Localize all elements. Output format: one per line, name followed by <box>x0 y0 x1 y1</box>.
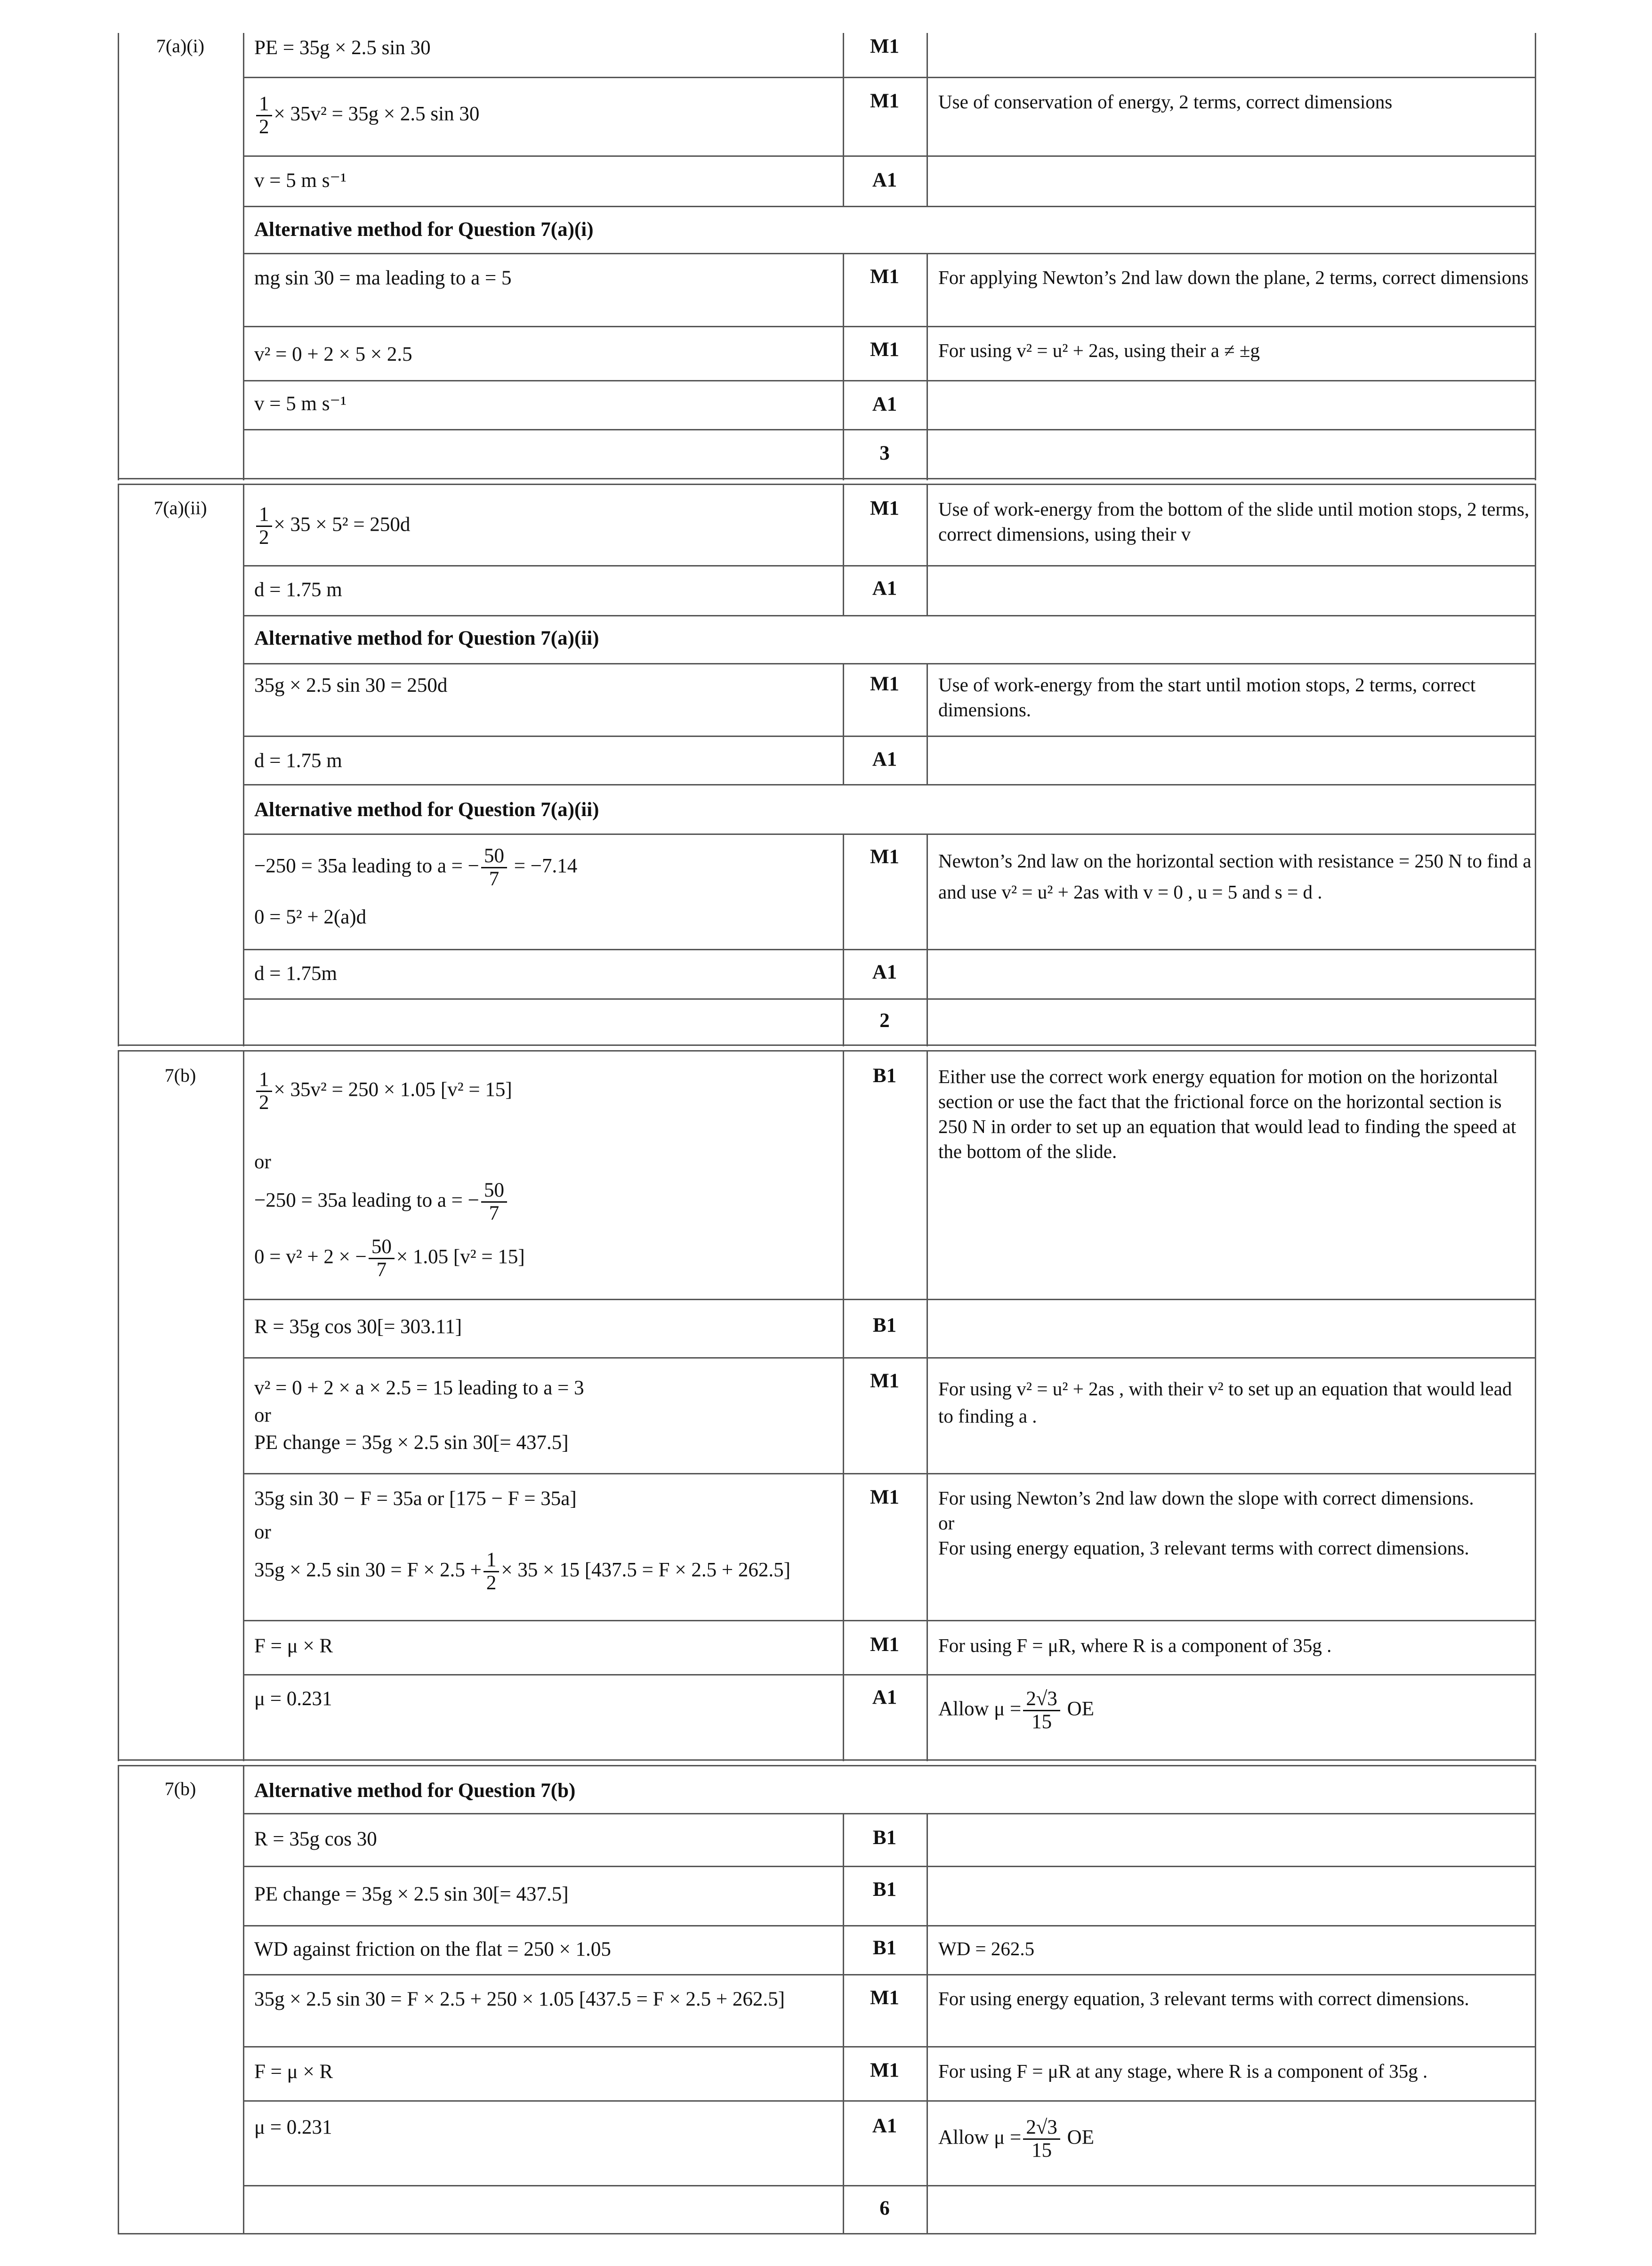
mark: M1 <box>870 846 900 868</box>
guidance-text: For using Newton’s 2nd law down the slope with correct dimensions. or For using energy equation, 3 relevant terms with correct dimensions. <box>938 1487 1474 1559</box>
answer-text: 0 = 5² + 2(a)d <box>254 906 367 928</box>
mark: A1 <box>872 748 897 770</box>
guidance-text: Use of work-energy from the start until motion stops, 2 terms, correct dimensions. <box>938 674 1476 720</box>
mark: B1 <box>872 1937 897 1959</box>
or-text: or <box>254 1151 271 1173</box>
mark: M1 <box>870 339 900 361</box>
guidance-text: Allow μ = $\frac{2√3}{15}$ OE <box>938 2116 1094 2161</box>
answer-text: mg sin 30 = ma leading to a = 5 <box>254 267 512 289</box>
answer-text: $\frac{1}{2}$ × 35v² = 250 × 1.05 [v² = 15] <box>254 1069 512 1114</box>
mark: B1 <box>872 1878 897 1901</box>
answer-text: v = 5 m s⁻¹ <box>254 170 347 192</box>
guidance-text: WD = 262.5 <box>938 1938 1035 1959</box>
fraction-fifty-sevenths: $\frac{50}{7}$ <box>481 845 507 890</box>
mark: A1 <box>872 961 897 983</box>
answer-text: μ = 0.231 <box>254 1688 332 1710</box>
mark: M1 <box>870 1486 900 1508</box>
guidance-text: Newton’s 2nd law on the horizontal section with resistance = 250 N to find a and use v² = u² + 2as with v = 0 , u = 5 and s = d . <box>938 850 1531 903</box>
mark: M1 <box>870 1987 900 2009</box>
mark: A1 <box>872 1686 897 1708</box>
guidance-text: For using F = μR, where R is a component of 35g . <box>938 1635 1332 1656</box>
fraction-half: $\frac{1}{2}$ <box>256 93 272 138</box>
alternative-method-heading: Alternative method for Question 7(b) <box>254 1780 576 1802</box>
mark: A1 <box>872 2115 897 2137</box>
guidance-text: For using energy equation, 3 relevant terms with correct dimensions. <box>938 1988 1469 2009</box>
mark: M1 <box>870 266 900 288</box>
mark: M1 <box>870 1634 900 1656</box>
mark: B1 <box>872 1065 897 1087</box>
guidance-text: For applying Newton’s 2nd law down the plane, 2 terms, correct dimensions <box>938 267 1529 288</box>
answer-text: d = 1.75m <box>254 963 337 985</box>
answer-text: 0 = v² + 2 × − $\frac{50}{7}$ × 1.05 [v² = 15] <box>254 1236 525 1281</box>
answer-text: d = 1.75 m <box>254 579 342 601</box>
mark: M1 <box>870 2059 900 2081</box>
mark: M1 <box>870 90 900 112</box>
total-marks: 3 <box>879 442 890 464</box>
fraction-half: $\frac{1}{2}$ <box>256 504 272 549</box>
answer-text: 35g sin 30 − F = 35a or [175 − F = 35a] <box>254 1488 577 1510</box>
answer-text: d = 1.75 m <box>254 750 342 772</box>
answer-text: −250 = 35a leading to a = − $\frac{50}{7}$ = −7.14 <box>254 845 578 890</box>
answer-text: v² = 0 + 2 × a × 2.5 = 15 leading to a = 3 <box>254 1377 584 1399</box>
answer-text: v = 5 m s⁻¹ <box>254 393 347 415</box>
mark: A1 <box>872 577 897 599</box>
answer-text: PE = 35g × 2.5 sin 30 <box>254 37 431 59</box>
mark: B1 <box>872 1314 897 1336</box>
answer-text: $\frac{1}{2}$ × 35v² = 35g × 2.5 sin 30 <box>254 93 479 138</box>
answer-text: 35g × 2.5 sin 30 = 250d <box>254 674 448 696</box>
alternative-method-heading: Alternative method for Question 7(a)(ii) <box>254 799 599 821</box>
mark: B1 <box>872 1827 897 1849</box>
mark: A1 <box>872 169 897 191</box>
fraction-fifty-sevenths: $\frac{50}{7}$ <box>481 1180 507 1224</box>
total-marks: 2 <box>879 1010 890 1032</box>
question-label: 7(a)(ii) <box>153 497 207 518</box>
answer-text: 35g × 2.5 sin 30 = F × 2.5 + 250 × 1.05 [437.5 = F × 2.5 + 262.5] <box>254 1988 785 2010</box>
question-label: 7(b) <box>164 1065 196 1086</box>
alternative-method-heading: Alternative method for Question 7(a)(i) <box>254 219 594 241</box>
guidance-text: For using v² = u² + 2as, using their a ≠ ±g <box>938 340 1260 361</box>
fraction-half: $\frac{1}{2}$ <box>484 1549 500 1594</box>
answer-text: 35g × 2.5 sin 30 = F × 2.5 + $\frac{1}{2}$ × 35 × 15 [437.5 = F × 2.5 + 262.5] <box>254 1549 790 1594</box>
answer-text: $\frac{1}{2}$ × 35 × 5² = 250d <box>254 504 410 549</box>
guidance-text: Either use the correct work energy equation for motion on the horizontal section or use the fact that the frictional force on the horizontal section is 250 N in order to set up an equation that would lead to finding the speed at the bottom of the slide. <box>938 1066 1516 1162</box>
mark: M1 <box>870 35 900 57</box>
answer-text: μ = 0.231 <box>254 2116 332 2138</box>
or-text: or <box>254 1521 271 1543</box>
answer-text: R = 35g cos 30 <box>254 1828 377 1850</box>
fraction-half: $\frac{1}{2}$ <box>256 1069 272 1114</box>
guidance-text: Use of work-energy from the bottom of the slide until motion stops, 2 terms, correct dimensions, using their v <box>938 498 1530 545</box>
total-marks: 6 <box>879 2197 890 2219</box>
or-text: or <box>254 1404 271 1426</box>
guidance-text: Use of conservation of energy, 2 terms, correct dimensions <box>938 91 1393 113</box>
answer-text: v² = 0 + 2 × 5 × 2.5 <box>254 343 412 365</box>
mark: M1 <box>870 673 900 695</box>
question-label: 7(b) <box>164 1778 196 1799</box>
guidance-text: Allow μ = $\frac{2√3}{15}$ OE <box>938 1688 1094 1733</box>
question-label: 7(a)(i) <box>156 35 205 57</box>
answer-text: −250 = 35a leading to a = − $\frac{50}{7}$ <box>254 1180 509 1224</box>
answer-text: F = μ × R <box>254 1635 333 1657</box>
answer-text: PE change = 35g × 2.5 sin 30[= 437.5] <box>254 1883 569 1905</box>
mark: A1 <box>872 393 897 415</box>
mark: M1 <box>870 1370 900 1392</box>
mark: M1 <box>870 497 900 519</box>
answer-text: R = 35g cos 30[= 303.11] <box>254 1316 462 1338</box>
alternative-method-heading: Alternative method for Question 7(a)(ii) <box>254 627 599 649</box>
answer-text: WD against friction on the flat = 250 × 1.05 <box>254 1938 611 1960</box>
guidance-text: For using F = μR at any stage, where R is a component of 35g . <box>938 2060 1428 2082</box>
answer-text: PE change = 35g × 2.5 sin 30[= 437.5] <box>254 1432 569 1454</box>
answer-text: F = μ × R <box>254 2061 333 2083</box>
fraction-fifty-sevenths: $\frac{50}{7}$ <box>369 1236 395 1281</box>
guidance-text: For using v² = u² + 2as , with their v² to set up an equation that would lead to finding a . <box>938 1378 1512 1427</box>
